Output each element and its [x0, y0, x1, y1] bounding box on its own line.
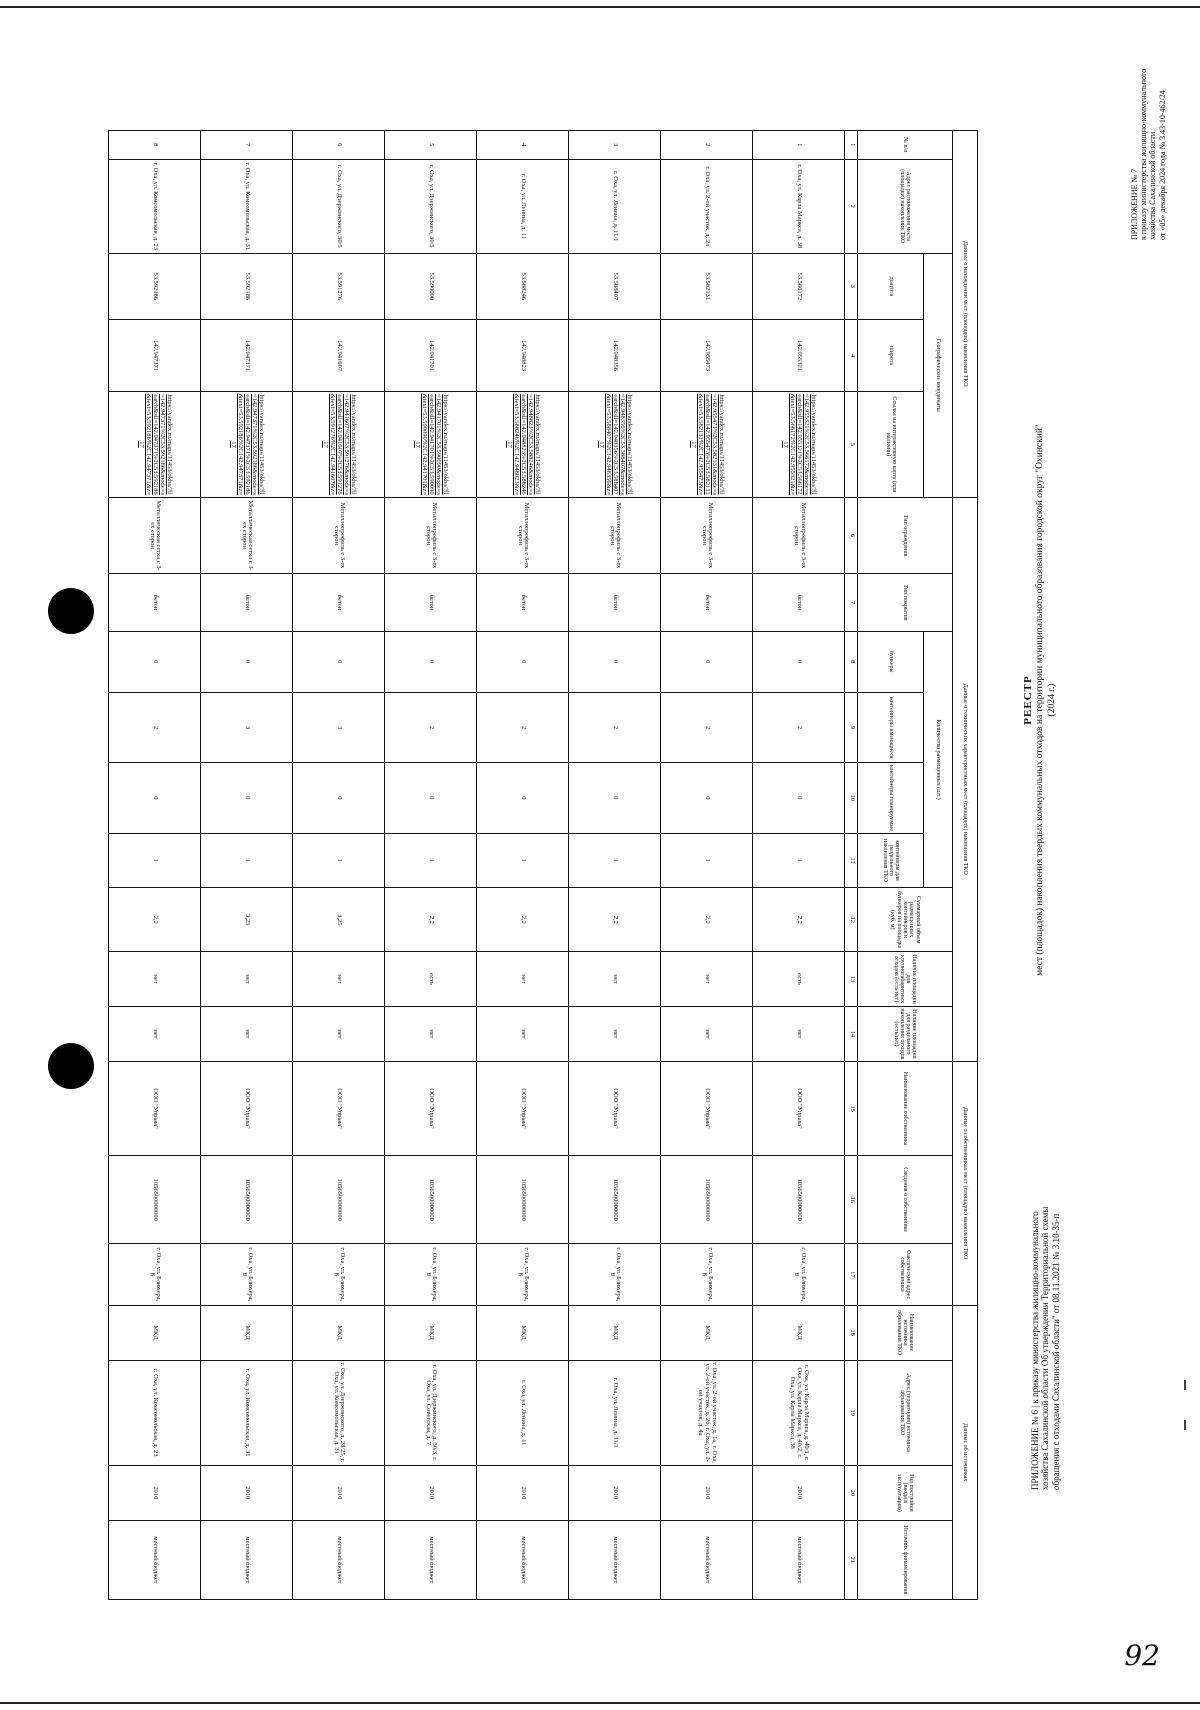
- col-number: 9: [845, 693, 858, 763]
- cell-address: г. Оха, ул. Комсомольская, д. 23: [109, 159, 201, 253]
- cell-owner-addr: г. Оха, ул. Блюхера, 8: [753, 1244, 845, 1306]
- col-number: 11: [845, 833, 858, 888]
- col-number: 1: [845, 131, 858, 160]
- cell-owner-info: 1056500000000: [477, 1156, 569, 1244]
- cell-source-addr: г. Оха, ул. Дзержинского, д. 30/3, г. Оха, ул. Советская, д. 7: [385, 1360, 477, 1465]
- cell-cont: 3: [293, 693, 385, 763]
- header-geo: Географические координаты: [924, 253, 952, 497]
- table-row: [569, 131, 661, 1600]
- cell-bulky: есть: [753, 952, 845, 1007]
- cell-address: г. Оха, ул. Дзержинского, 30/5: [385, 159, 477, 253]
- cell-address: г. Оха, ул. Ленина, д. 11/1: [569, 159, 661, 253]
- cell-owner-info: 1056500000000: [569, 1156, 661, 1244]
- cell-owner: ООО "Управа": [201, 1061, 293, 1155]
- table-row: [661, 131, 753, 1600]
- right-note: [1030, 1160, 1061, 1490]
- cell-lat: 53.582131: [661, 253, 753, 319]
- registry-title: [1022, 250, 1058, 1150]
- cell-plan: 0: [293, 763, 385, 833]
- cell-lon: 142.941701: [385, 319, 477, 391]
- cell-bulky: нет: [477, 952, 569, 1007]
- header-cont-sep: контейнеры для раздельного накопления ТКО: [858, 833, 924, 888]
- cell-separate: нет: [385, 1006, 477, 1061]
- col-number: 19: [845, 1360, 858, 1465]
- cell-bulky: нет: [661, 952, 753, 1007]
- cell-owner: ООО "Управа": [293, 1061, 385, 1155]
- cell-source-addr: г. Оха, ул. Дзержинского, д. 28/25, г. Оха, ул. Комсомольская, д. 31: [293, 1360, 385, 1465]
- cell-finance: местный бюджет: [569, 1520, 661, 1599]
- cell-sep: 1: [477, 833, 569, 888]
- cell-num: 5: [385, 131, 477, 160]
- cell-cont: 2: [109, 693, 201, 763]
- cell-num: 8: [109, 131, 201, 160]
- header-year: Год постройки (ввода в эксплуатацию): [858, 1465, 952, 1520]
- cell-address: г. Оха, ул. 2-ой участок, д. 2а: [661, 159, 753, 253]
- table-row: [293, 131, 385, 1600]
- header-lon: широта: [858, 319, 924, 391]
- cell-year: 2010: [661, 1465, 753, 1520]
- header-lat: долгота: [858, 253, 924, 319]
- cell-owner: ООО "Управа": [569, 1061, 661, 1155]
- header-source: Данные об источниках: [952, 1305, 977, 1599]
- cell-bunker: 0: [477, 631, 569, 692]
- cell-cont: 2: [569, 693, 661, 763]
- header-finance: Источник финансирования: [858, 1520, 952, 1599]
- cell-separate: нет: [569, 1006, 661, 1061]
- cell-bulky: нет: [109, 952, 201, 1007]
- cell-year: 2010: [201, 1465, 293, 1520]
- header-owner-name: Наименование собственника: [858, 1061, 952, 1155]
- cell-lat: 53.592186: [109, 253, 201, 319]
- cell-source: МКД: [201, 1305, 293, 1360]
- cell-fence: Металлопрофиль с 3-ех сторон: [293, 497, 385, 574]
- cell-source: МКД: [293, 1305, 385, 1360]
- header-fence: Тип ограждения: [858, 497, 952, 574]
- cell-bunker: 0: [293, 631, 385, 692]
- cell-separate: нет: [753, 1006, 845, 1061]
- cell-bulky: есть: [385, 952, 477, 1007]
- header-num: № п/п: [858, 131, 952, 160]
- cell-bunker: 0: [201, 631, 293, 692]
- col-number: 10: [845, 763, 858, 833]
- cell-lon: 142.948823: [477, 319, 569, 391]
- cell-volume: 2,2: [753, 888, 845, 952]
- cell-year: 2010: [293, 1465, 385, 1520]
- col-number: 8: [845, 631, 858, 692]
- cell-num: 2: [661, 131, 753, 160]
- cell-finance: местный бюджет: [109, 1520, 201, 1599]
- page-number: 92: [1124, 1639, 1160, 1672]
- col-number: 21: [845, 1520, 858, 1599]
- cell-sep: 1: [753, 833, 845, 888]
- cell-bunker: 0: [661, 631, 753, 692]
- header-group-row: [952, 131, 977, 1600]
- cell-link[interactable]: https://yandex.ru/maps/11453/okha/?ll=142.955321%2C53.566172&mode=search&sll=142.955321%2C53.566172&text=53.566172%2C142.955321&z=17: [753, 392, 845, 497]
- col-number: 16: [845, 1156, 858, 1244]
- header-link: Ссылка на интерактивную карту (при наличии): [858, 392, 924, 497]
- cell-num: 6: [293, 131, 385, 160]
- cell-address: г. Оха, ул. Карла Маркса, д. 38: [753, 159, 845, 253]
- note-line: от «05» декабря 2024 года № 3.43-10-462/24: [1157, 90, 1167, 240]
- cell-separate: нет: [109, 1006, 201, 1061]
- cell-source: МКД: [569, 1305, 661, 1360]
- cell-source: МКД: [385, 1305, 477, 1360]
- cell-source: МКД: [661, 1305, 753, 1360]
- header-source-name: Наименование источника образования ТКО: [858, 1305, 952, 1360]
- note-line: ПРИЛОЖЕНИЕ № 6 | к приказу министерства жилищно-коммунального: [1030, 1211, 1040, 1490]
- cell-address: г. Оха, ул. Ленина, д. 11: [477, 159, 569, 253]
- cell-finance: местный бюджет: [201, 1520, 293, 1599]
- cell-lat: 53.590090: [385, 253, 477, 319]
- cell-lon: 142.941607: [293, 319, 385, 391]
- registry-rows: [109, 131, 845, 1600]
- cell-year: 2010: [385, 1465, 477, 1520]
- cell-fence: Металлическая сетка с 3-ех сторон: [201, 497, 293, 574]
- note-line: хозяйства Сахалинской области: [1148, 131, 1158, 240]
- header-cont-plan: контейнеры планируемые: [858, 763, 924, 833]
- cell-sep: 1: [661, 833, 753, 888]
- cell-num: 3: [569, 131, 661, 160]
- table-row: [477, 131, 569, 1600]
- cell-source-addr: г. Оха, ул. Карла Маркса, д. 40/1, г. Оха, ул. Карла Маркса, д. 40/2, г. Оха, ул. Карла Маркса, 38: [753, 1360, 845, 1465]
- cell-volume: 2,2: [477, 888, 569, 952]
- cell-num: 4: [477, 131, 569, 160]
- cell-lon: 142.955473: [661, 319, 753, 391]
- header-subgroup-row: [924, 131, 952, 1600]
- header-volume: Суммарный объем размещенных контейнеров и бункеров на площадке (куб. м): [858, 888, 952, 952]
- cell-cont: 2: [477, 693, 569, 763]
- col-number: 6: [845, 497, 858, 574]
- cell-owner: ООО "Управа": [661, 1061, 753, 1155]
- cell-lat: 53.566172: [753, 253, 845, 319]
- top-left-note: [1130, 20, 1167, 240]
- cell-lat: 53.592186: [201, 253, 293, 319]
- col-number: 4: [845, 319, 858, 391]
- header-tech: Данные о технических характеристиках мест (площадок) накопления ТКО: [952, 497, 977, 1061]
- cell-link[interactable]: https://yandex.ru/maps/11453/okha/?ll=142.947371%2C53.592186&mode=search&sll=142.947371%2C53.592186&text=53.592186%2C142.947371&z=17: [201, 392, 293, 497]
- note-line: хозяйства Сахалинской области Об утверждении Территориальной схемы: [1040, 1206, 1051, 1490]
- cell-sep: 1: [293, 833, 385, 888]
- note-line: к приказу министерства жилищно-коммунального: [1139, 68, 1149, 240]
- col-number: 12: [845, 888, 858, 952]
- header-cont-now: контейнеры имеющиеся: [858, 693, 924, 763]
- cell-volume: 3,25: [201, 888, 293, 952]
- table-row: [753, 131, 845, 1600]
- cell-owner: ООО "Управа": [477, 1061, 569, 1155]
- col-number: 15: [845, 1061, 858, 1155]
- col-number: 13: [845, 952, 858, 1007]
- cell-cont: 2: [661, 693, 753, 763]
- cell-owner-addr: г. Оха, ул. Блюхера, 8: [661, 1244, 753, 1306]
- cell-bulky: нет: [293, 952, 385, 1007]
- cell-lat: 53.591276: [293, 253, 385, 319]
- header-location: Данные о нахождении мест (площадок) накопления ТКО: [952, 131, 977, 498]
- table-row: [201, 131, 293, 1600]
- cell-source-addr: г. Оха, ул. 2-ой участок, д. 1а, г. Оха, ул. 2-ой участок, д. 2б, г. Оха, ул. 2-ой участок, д. 4а: [661, 1360, 753, 1465]
- cell-lon: 142.948356: [569, 319, 661, 391]
- cell-link[interactable]: https://yandex.ru/maps/11453/okha/?ll=142.948356%2C53.588407&mode=search&sll=142.948356%2C53.588407&text=53.588407%2C142.948356&z=17: [569, 392, 661, 497]
- cell-link[interactable]: https://yandex.ru/maps/11453/okha/?ll=142.941701%2C53.590090&mode=search&sll=142.941701%2C53.590090&text=53.590090%2C142.941701&z=17: [385, 392, 477, 497]
- cell-separate: нет: [293, 1006, 385, 1061]
- cell-address: г. Оха, ул. Дзержинского, 30/5: [293, 159, 385, 253]
- cell-bulky: нет: [201, 952, 293, 1007]
- cell-year: 2010: [477, 1465, 569, 1520]
- cell-source: МКД: [109, 1305, 201, 1360]
- cell-owner-info: 1056500000000: [109, 1156, 201, 1244]
- cell-volume: 2,2: [661, 888, 753, 952]
- cell-sep: 1: [109, 833, 201, 888]
- header-containers: Количество размещенных (шт.): [924, 631, 952, 888]
- col-number: 20: [845, 1465, 858, 1520]
- cell-volume: 2,2: [385, 888, 477, 952]
- cell-fence: Металлопрофиль с 3-ех сторон: [385, 497, 477, 574]
- note-line: обращения с отходами Сахалинской области" от 08.11.2021 № 3.10-35-п: [1050, 1213, 1061, 1490]
- header-bunker: бункеры: [858, 631, 924, 692]
- cell-sep: 1: [569, 833, 661, 888]
- cell-cont: 2: [753, 693, 845, 763]
- col-number: 14: [845, 1006, 858, 1061]
- cell-year: 2010: [569, 1465, 661, 1520]
- column-numbers-row: [845, 131, 858, 1600]
- col-number: 5: [845, 392, 858, 497]
- note-line: ПРИЛОЖЕНИЕ № 7: [1130, 168, 1139, 240]
- cell-owner: ООО "Управа": [753, 1061, 845, 1155]
- cell-lat: 53.588246: [477, 253, 569, 319]
- header-owner-info: Сведения о собственнике: [858, 1156, 952, 1244]
- cell-plan: 0: [201, 763, 293, 833]
- cell-volume: 2,2: [109, 888, 201, 952]
- cell-separate: нет: [661, 1006, 753, 1061]
- cell-fence: Металлопрофиль с 3-ех сторон: [753, 497, 845, 574]
- title-year: (2024 г.): [1046, 683, 1057, 717]
- col-number: 17: [845, 1244, 858, 1306]
- header-bulky: Наличие площадки для крупногабаритных отходов (есть/нет): [858, 952, 952, 1007]
- cell-source-addr: г. Оха, ул. Ленина, д. 11: [477, 1360, 569, 1465]
- cell-num: 1: [753, 131, 845, 160]
- cell-sep: 1: [201, 833, 293, 888]
- header-cover: Тип покрытия: [858, 574, 952, 631]
- cell-owner: ООО "Управа": [109, 1061, 201, 1155]
- cell-cover: бетон: [753, 574, 845, 631]
- cell-source-addr: г. Оха, ул. Ленина, д. 11/1: [569, 1360, 661, 1465]
- cell-finance: местный бюджет: [661, 1520, 753, 1599]
- cell-bunker: 0: [385, 631, 477, 692]
- registry-table: [108, 130, 978, 1600]
- title-registry: РЕЕСТР: [1022, 675, 1034, 725]
- cell-owner-addr: г. Оха, ул. Блюхера, 8: [109, 1244, 201, 1306]
- cell-year: 2010: [753, 1465, 845, 1520]
- col-number: 7: [845, 574, 858, 631]
- cell-plan: 0: [569, 763, 661, 833]
- cell-lon: 142.947371: [201, 319, 293, 391]
- table-row: [109, 131, 201, 1600]
- cell-volume: 2,2: [569, 888, 661, 952]
- cell-source: МКД: [477, 1305, 569, 1360]
- cell-lon: 142.947371: [109, 319, 201, 391]
- header-source-addr: Адрес (территория) источника образования ТКО: [858, 1360, 952, 1465]
- cell-cover: бетон: [293, 574, 385, 631]
- cell-link[interactable]: https://yandex.ru/maps/11453/okha/?ll=142.948823%2C53.588246&mode=search&sll=142.948823%2C53.588246&text=53.588246%2C142.948823&z=17: [477, 392, 569, 497]
- cell-cover: бетон: [569, 574, 661, 631]
- cell-source-addr: г. Оха, ул. Комсомольская, д. 31: [201, 1360, 293, 1465]
- cell-sep: 1: [385, 833, 477, 888]
- cell-plan: 0: [385, 763, 477, 833]
- cell-owner-info: 1056500000000: [753, 1156, 845, 1244]
- cell-cover: бетон: [201, 574, 293, 631]
- cell-cover: бетон: [661, 574, 753, 631]
- cell-separate: нет: [477, 1006, 569, 1061]
- cell-bunker: 0: [569, 631, 661, 692]
- cell-cont: 3: [201, 693, 293, 763]
- cell-finance: местный бюджет: [385, 1520, 477, 1599]
- cell-cover: бетон: [109, 574, 201, 631]
- cell-address: г. Оха, ул. Комсомольская, д. 31: [201, 159, 293, 253]
- cell-separate: нет: [201, 1006, 293, 1061]
- cell-plan: 0: [109, 763, 201, 833]
- cell-owner-addr: г. Оха, ул. Блюхера, 8: [385, 1244, 477, 1306]
- cell-owner-info: 1056500000000: [385, 1156, 477, 1244]
- cell-bulky: нет: [569, 952, 661, 1007]
- cell-owner-addr: г. Оха, ул. Блюхера, 8: [569, 1244, 661, 1306]
- cell-fence: Металлическая сетка с 3-ех сторон: [109, 497, 201, 574]
- cell-cover: бетон: [477, 574, 569, 631]
- cell-owner-info: 1056500000000: [201, 1156, 293, 1244]
- title-line: мест (площадок) накопления твердых коммунальных отходов на территории муниципального образования городской округ "Охинский": [1035, 424, 1046, 976]
- cell-year: 2010: [109, 1465, 201, 1520]
- cell-fence: Металлопрофиль с 3-ех сторон: [477, 497, 569, 574]
- col-number: 3: [845, 253, 858, 319]
- col-number: 18: [845, 1305, 858, 1360]
- cell-source: МКД: [753, 1305, 845, 1360]
- cell-owner-addr: г. Оха, ул. Блюхера, 8: [201, 1244, 293, 1306]
- cell-cover: бетон: [385, 574, 477, 631]
- cell-cont: 2: [385, 693, 477, 763]
- cell-num: 7: [201, 131, 293, 160]
- cell-source-addr: г. Оха, ул. Комсомольская, д. 23: [109, 1360, 201, 1465]
- cell-finance: местный бюджет: [477, 1520, 569, 1599]
- cell-bunker: 0: [109, 631, 201, 692]
- cell-plan: 0: [477, 763, 569, 833]
- cell-lat: 53.588407: [569, 253, 661, 319]
- cell-link[interactable]: https://yandex.ru/maps/11453/okha/?ll=142.941607%2C53.591276&mode=search&sll=142.941607%2C53.591276&text=53.591276%2C142.941607&z=17: [293, 392, 385, 497]
- table-row: [385, 131, 477, 1600]
- cell-owner-addr: г. Оха, ул. Блюхера, 8: [293, 1244, 385, 1306]
- cell-plan: 0: [661, 763, 753, 833]
- header-address: Адрес расположения места (площадки) накопления ТКО: [858, 159, 952, 253]
- cell-finance: местный бюджет: [293, 1520, 385, 1599]
- cell-owner-info: 1056500000000: [293, 1156, 385, 1244]
- cell-volume: 3,25: [293, 888, 385, 952]
- cell-owner-info: 1056500000000: [661, 1156, 753, 1244]
- cell-plan: 0: [753, 763, 845, 833]
- cell-fence: Металлопрофиль с 3-ех сторон: [661, 497, 753, 574]
- cell-owner: ООО "Управа": [385, 1061, 477, 1155]
- cell-owner-addr: г. Оха, ул. Блюхера, 8: [477, 1244, 569, 1306]
- cell-finance: местный бюджет: [753, 1520, 845, 1599]
- cell-bunker: 0: [753, 631, 845, 692]
- header-separate: Наличие площадки для раздельного накопления отходов (есть/нет): [858, 1006, 952, 1061]
- header-owner: Данные о собственниках мест (площадок) накопления ТКО: [952, 1061, 977, 1305]
- cell-link[interactable]: https://yandex.ru/maps/11453/okha/?ll=142.955473%2C53.582131&mode=search&sll=142.955473%2C53.582131&text=53.582131%2C142.955473&z=17: [661, 392, 753, 497]
- col-number: 2: [845, 159, 858, 253]
- cell-fence: Металлопрофиль с 3-ех сторон: [569, 497, 661, 574]
- cell-lon: 142.955321: [753, 319, 845, 391]
- cell-link[interactable]: https://yandex.ru/maps/11453/okha/?ll=142.947371%2C53.592186&mode=search&sll=142.947371%2C53.592186&text=53.592186%2C142.947371&z=17: [109, 392, 201, 497]
- header-owner-addr: Фактический адрес собственника: [858, 1244, 952, 1306]
